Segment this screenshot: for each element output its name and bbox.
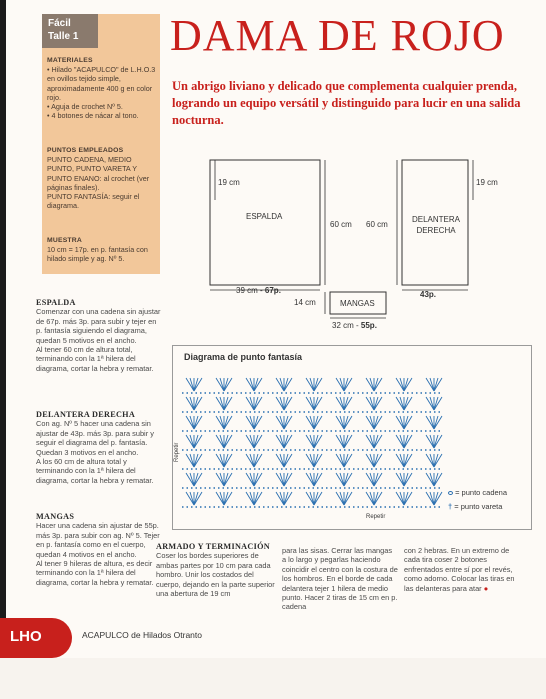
sleeve-height-dim: 14 cm	[294, 298, 316, 307]
armado-text: Coser los bordes superiores de ambas partes por 10 cm para cada hombro. Unir los costados del cuerpo, dejando en la parte superior una abertura de 19 cm	[156, 551, 275, 599]
stitch-fan	[336, 492, 352, 505]
back-top-dim: 19 cm	[218, 178, 240, 187]
back-width-dim: 39 cm - 67p.	[236, 286, 281, 295]
legend-chain: = punto cadena	[448, 488, 507, 497]
stitch-fan	[306, 435, 322, 448]
sample-text: 10 cm = 17p. en p. fantasía con hilado simple y ag. Nº 5.	[47, 245, 148, 264]
hook-text: • Aguja de crochet Nº 5.	[47, 102, 123, 112]
stitch-fan	[246, 378, 262, 391]
level-label: Fácil	[48, 18, 71, 29]
materials-panel	[42, 14, 160, 274]
espalda-text: Comenzar con una cadena sin ajustar de 67p. más 3p. para subir y tejer en p. fantasía siguiendo el diagrama, quedan 5 motivos en el ancho.	[36, 307, 161, 345]
stitch-fan	[336, 473, 352, 486]
stitch-fan	[276, 473, 292, 486]
stitch-fan	[426, 473, 442, 486]
difficulty-badge	[42, 14, 98, 48]
front-height-dim: 60 cm	[366, 220, 388, 229]
stitch-fan	[186, 492, 202, 505]
garment-schematic	[170, 150, 538, 340]
page-title: DAMA DE ROJO	[170, 11, 505, 60]
stitch-fan	[186, 416, 202, 429]
sample-title: MUESTRA	[47, 237, 83, 244]
stitch-fan	[426, 378, 442, 391]
buttons-text: • 4 botones de nácar al tono.	[47, 111, 139, 121]
mangas-title: MANGAS	[36, 512, 75, 521]
stitch-chart	[180, 372, 453, 512]
materials-title: MATERIALES	[47, 57, 93, 64]
mangas-text-2: Al tener 9 hileras de altura, es decir terminando con la 1ª hilera del diagrama, cortar la hebra y rematar.	[36, 559, 154, 587]
stitch-fan	[246, 435, 262, 448]
materials-block	[47, 56, 157, 120]
legend-treble: † = punto vareta	[448, 502, 503, 511]
sleeve-width-dim: 32 cm - 55p.	[332, 321, 377, 330]
lho-logo: LHO	[0, 618, 72, 658]
stitch-fan	[306, 416, 322, 429]
stitch-fan	[276, 454, 292, 467]
stitches-title: PUNTOS EMPLEADOS	[47, 147, 124, 154]
stitch-fan	[306, 397, 322, 410]
delantera-text: Con ag. Nº 5 hacer una cadena sin ajustar de 43p. más 3p. para subir y seguir el diagrama del p. fantasía. Quedan 3 motivos en el ancho.	[36, 419, 154, 457]
stitch-fan	[366, 435, 382, 448]
page-subtitle: Un abrigo liviano y delicado que complementa cualquier prenda, logrando un equipo versátil y distinguido para lucir en una salida nocturna.	[172, 79, 521, 127]
stitch-fan	[216, 492, 232, 505]
armado-col3: con 2 hebras. En un extremo de cada tira coser 2 botones enfrentados entre sí por el revés, como adorno. Colocar las tiras en las delanteras para atar ●	[404, 546, 515, 593]
end-mark-icon: ●	[483, 583, 489, 593]
stitch-fan	[246, 454, 262, 467]
stitches-text: PUNTO CADENA, MEDIO PUNTO, PUNTO VARETA Y PUNTO ENANO: al crochet (ver páginas finales).	[47, 155, 150, 192]
stitch-fan	[276, 492, 292, 505]
delantera-text-2: A los 60 cm de altura total y terminando con la 1ª hilera del diagrama, cortar la hebra y rematar.	[36, 457, 154, 485]
espalda-title: ESPALDA	[36, 298, 76, 307]
stitch-fan	[186, 473, 202, 486]
stitch-fan	[396, 492, 412, 505]
stitch-fan	[276, 416, 292, 429]
stitch-fan	[246, 397, 262, 410]
stitch-fan	[306, 492, 322, 505]
espalda-section	[36, 298, 162, 373]
front-top-dim: 19 cm	[476, 178, 498, 187]
binding-edge	[0, 0, 6, 699]
stitch-fan	[276, 435, 292, 448]
armado-section	[156, 542, 278, 598]
stitch-fan	[396, 416, 412, 429]
stitch-fan	[366, 416, 382, 429]
materials-text: • Hilado "ACAPULCO" de L.H.O.3 en ovillos tejido simple, aproximadamente 400 g en color rojo.	[47, 65, 156, 102]
stitch-fan	[306, 473, 322, 486]
repeat-side-label: Repetir	[174, 442, 180, 462]
stitch-fan	[366, 397, 382, 410]
sleeve-label: MANGAS	[340, 299, 375, 308]
delantera-section	[36, 410, 162, 485]
stitch-fan	[186, 378, 202, 391]
stitch-fan	[246, 492, 262, 505]
sample-block	[47, 236, 157, 264]
stitch-fan	[396, 473, 412, 486]
armado-col2: para las sisas. Cerrar las mangas a lo largo y pegarlas haciendo coincidir el centro con la costura de los hombros. En el borde de cada delantera tejer 1 hilera de medio punto. Hacer 2 tiras de 15 cm en p. cadena	[282, 546, 398, 612]
back-height-dim: 60 cm	[330, 220, 352, 229]
size-label: Talle 1	[48, 31, 79, 42]
stitch-fan	[336, 397, 352, 410]
stitch-fan	[186, 397, 202, 410]
stitch-fan	[426, 492, 442, 505]
fancy-stitch-text: PUNTO FANTASÍA: seguir el diagrama.	[47, 192, 140, 211]
stitch-fan	[366, 378, 382, 391]
stitch-diagram-title: Diagrama de punto fantasía	[184, 352, 303, 362]
stitch-fan	[426, 454, 442, 467]
stitch-fan	[306, 454, 322, 467]
armado-title: ARMADO Y TERMINACIÓN	[156, 542, 270, 551]
back-label: ESPALDA	[246, 212, 283, 221]
stitch-fan	[186, 435, 202, 448]
stitch-fan	[426, 435, 442, 448]
stitch-fan	[426, 397, 442, 410]
stitch-fan	[216, 454, 232, 467]
stitch-fan	[396, 435, 412, 448]
stitch-fan	[186, 454, 202, 467]
chain-icon	[448, 491, 453, 495]
stitch-fan	[246, 473, 262, 486]
delantera-title: DELANTERA DERECHA	[36, 410, 136, 419]
stitch-fan	[396, 397, 412, 410]
stitch-fan	[306, 378, 322, 391]
stitch-fan	[396, 378, 412, 391]
treble-icon: †	[448, 502, 453, 511]
mangas-text: Hacer una cadena sin ajustar de 55p. más 3p. para subir con ag. Nº 5. Tejer en p. fantasía como en el cuerpo, quedan 4 motivos en el ancho.	[36, 521, 160, 559]
stitches-block	[47, 146, 157, 210]
espalda-text-2: Al tener 60 cm de altura total, terminando con la 1ª hilera del diagrama, cortar la hebra y rematar.	[36, 345, 154, 373]
stitch-fan	[336, 378, 352, 391]
stitch-fan	[336, 454, 352, 467]
stitch-fan	[366, 492, 382, 505]
stitch-fan	[276, 397, 292, 410]
stitch-fan	[366, 473, 382, 486]
stitch-fan	[336, 435, 352, 448]
stitch-fan	[216, 473, 232, 486]
stitch-fan	[216, 397, 232, 410]
stitch-fan	[276, 378, 292, 391]
page-bottom	[0, 658, 546, 699]
stitch-fan	[246, 416, 262, 429]
stitch-fan	[426, 416, 442, 429]
stitch-fan	[396, 454, 412, 467]
repeat-bottom-label: Repetir	[366, 514, 386, 520]
stitch-fan	[336, 416, 352, 429]
stitch-fan	[366, 454, 382, 467]
footer-text: ACAPULCO de Hilados Otranto	[82, 630, 202, 640]
stitch-fan	[216, 416, 232, 429]
stitch-fan	[216, 378, 232, 391]
front-label: DELANTERA DERECHA	[411, 215, 460, 235]
front-width-dim: 43p.	[420, 290, 437, 299]
mangas-section	[36, 512, 162, 587]
stitch-fan	[216, 435, 232, 448]
